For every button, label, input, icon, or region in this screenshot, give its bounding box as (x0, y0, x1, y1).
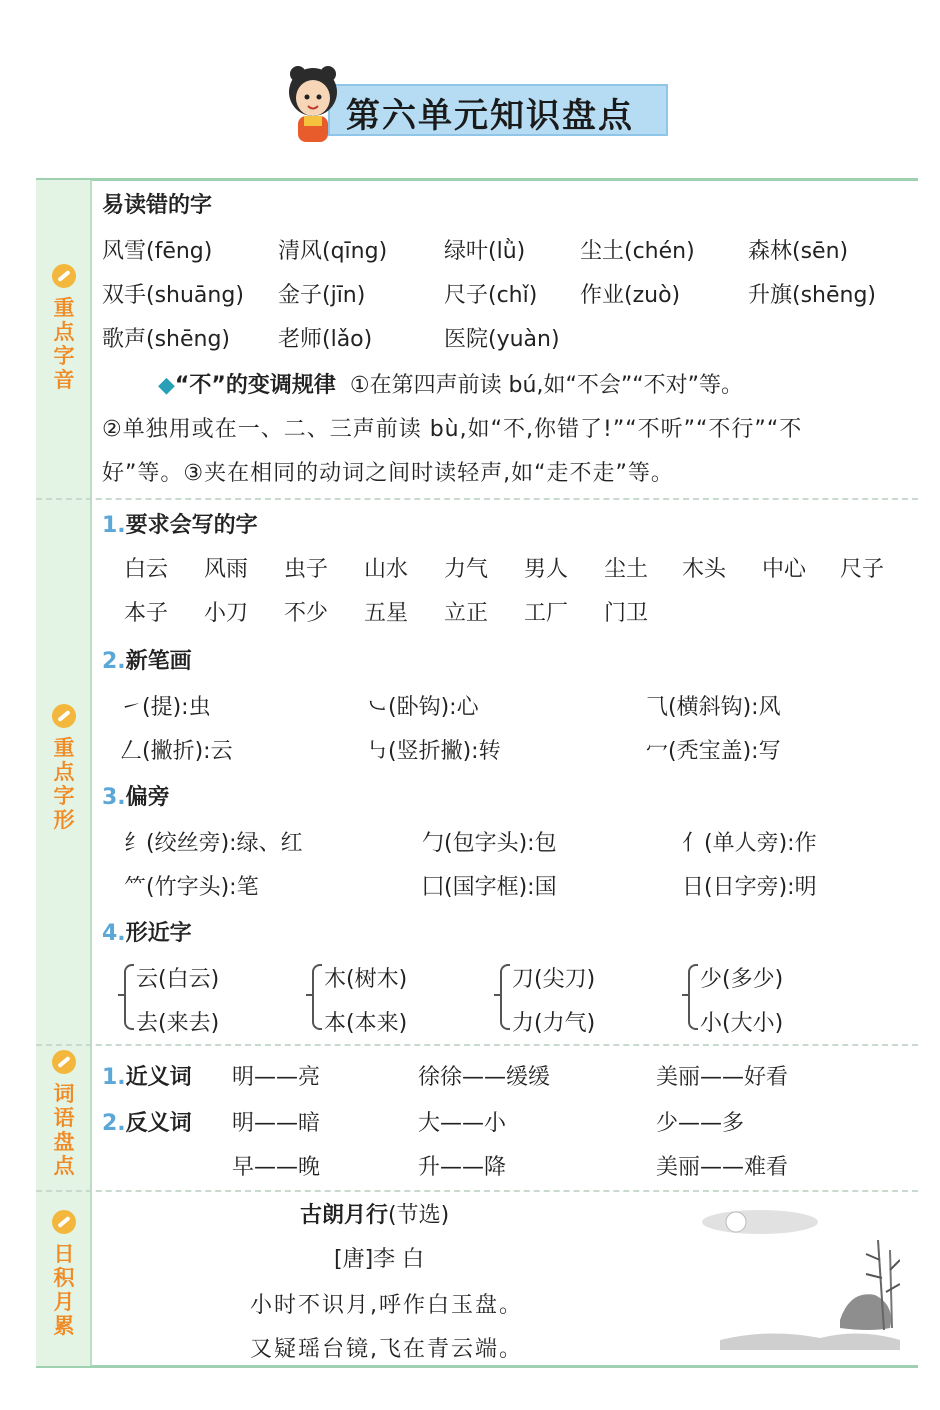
word-pair: 大——小 (418, 1111, 507, 1136)
word-pair: 升——降 (418, 1155, 507, 1180)
pron-heading: 易读错的字 (102, 193, 213, 218)
form-heading-2: 2.新笔画 (102, 649, 192, 674)
write-word: 木头 (682, 557, 727, 582)
similar-char: 木(树木) (324, 967, 408, 992)
poem-author: [唐]李 白 (334, 1247, 425, 1272)
pron-item: 歌声(shēng) (102, 327, 231, 352)
poem-title: 古朗月行(节选) (300, 1203, 450, 1228)
similar-char: 小(大小) (700, 1011, 784, 1036)
pencil-icon (52, 1210, 76, 1234)
section-label-words: 词 语 盘 点 (36, 1050, 92, 1178)
stroke-item: ⺄(横斜钩):风 (646, 695, 781, 720)
stroke-item: ㇃(卧钩):心 (366, 695, 479, 720)
write-word: 尘土 (604, 557, 649, 582)
similar-char: 刀(尖刀) (512, 967, 596, 992)
similar-char: 力(力气) (512, 1011, 596, 1036)
brace-icon (688, 964, 698, 1030)
write-word: 风雨 (204, 557, 249, 582)
rule-line-1 (158, 368, 743, 399)
stroke-item: 𠃋(撇折):云 (120, 739, 233, 764)
brace-icon (500, 964, 510, 1030)
write-word: 尺子 (840, 557, 885, 582)
pron-item: 老师(lǎo) (278, 327, 373, 352)
radical-item: 勹(包字头):包 (422, 831, 557, 856)
form-heading-4: 4.形近字 (102, 921, 192, 946)
title-banner (280, 62, 680, 146)
word-pair: 明——亮 (232, 1065, 321, 1090)
write-word: 中心 (762, 557, 807, 582)
section-label-character-form: 重 点 字 形 (36, 704, 92, 832)
pron-item: 绿叶(lǜ) (444, 239, 526, 264)
pron-item: 风雪(fēng) (102, 239, 213, 264)
write-word: 门卫 (604, 601, 649, 626)
radical-item: 囗(国字框):国 (422, 875, 557, 900)
write-word: 不少 (284, 601, 329, 626)
pencil-icon (52, 704, 76, 728)
rule-line-2: ②单独用或在一、二、三声前读 bù,如“不,你错了!”“不听”“不行”“不 (102, 417, 803, 442)
pron-item: 清风(qīng) (278, 239, 388, 264)
pron-item: 升旗(shēng) (748, 283, 877, 308)
pron-item: 双手(shuāng) (102, 283, 244, 308)
girl-mascot-icon (280, 62, 346, 146)
poem-line: 小时不识月,呼作白玉盘。 (250, 1293, 523, 1318)
brace-icon (124, 964, 134, 1030)
section-label-pronunciation: 重 点 字 音 (36, 264, 92, 392)
word-pair: 明——暗 (232, 1111, 321, 1136)
similar-char: 本(本来) (324, 1011, 408, 1036)
write-word: 力气 (444, 557, 489, 582)
write-word: 立正 (444, 601, 489, 626)
radical-item: 日(日字旁):明 (682, 875, 817, 900)
page-title: 第六单元知识盘点 (346, 96, 634, 136)
pron-item: 森林(sēn) (748, 239, 849, 264)
word-pair: 美丽——难看 (656, 1155, 789, 1180)
section-divider (36, 1044, 918, 1046)
diamond-icon: ◆ (158, 373, 175, 398)
rule-title: “不”的变调规律 (174, 373, 336, 398)
write-word: 小刀 (204, 601, 249, 626)
form-heading-3: 3.偏旁 (102, 785, 170, 810)
write-word: 白云 (124, 557, 169, 582)
section-label-daily: 日 积 月 累 (36, 1210, 92, 1338)
write-word: 虫子 (284, 557, 329, 582)
word-pair: 早——晚 (232, 1155, 321, 1180)
synonym-heading: 1.近义词 (102, 1065, 192, 1090)
stroke-item: ㇀(提):虫 (120, 695, 211, 720)
section-divider (36, 498, 918, 500)
pron-item: 尺子(chǐ) (444, 283, 538, 308)
pron-item: 金子(jīn) (278, 283, 366, 308)
write-word: 五星 (364, 601, 409, 626)
radical-item: 纟(绞丝旁):绿、红 (124, 831, 303, 856)
similar-char: 少(多少) (700, 967, 784, 992)
poem-line: 又疑瑶台镜,飞在青云端。 (250, 1337, 523, 1362)
brace-icon (312, 964, 322, 1030)
stroke-item: 冖(秃宝盖):写 (646, 739, 781, 764)
stroke-item: ㇉(竖折撇):转 (366, 739, 501, 764)
radical-item: ⺮(竹字头):笔 (124, 875, 259, 900)
pencil-icon (52, 264, 76, 288)
word-pair: 美丽——好看 (656, 1065, 789, 1090)
write-word: 男人 (524, 557, 569, 582)
write-word: 工厂 (524, 601, 569, 626)
similar-char: 去(来去) (136, 1011, 220, 1036)
pron-item: 医院(yuàn) (444, 327, 560, 352)
pencil-icon (52, 1050, 76, 1074)
rule-line-3: 好”等。③夹在相同的动词之间时读轻声,如“走不走”等。 (102, 461, 674, 486)
word-pair: 徐徐——缓缓 (418, 1065, 551, 1090)
rule-text-1: ①在第四声前读 bú,如“不会”“不对”等。 (349, 373, 744, 398)
write-word: 山水 (364, 557, 409, 582)
similar-char: 云(白云) (136, 967, 220, 992)
form-heading-1: 1.要求会写的字 (102, 513, 258, 538)
write-word: 本子 (124, 601, 169, 626)
antonym-heading: 2.反义词 (102, 1111, 192, 1136)
word-pair: 少——多 (656, 1111, 745, 1136)
radical-item: 亻(单人旁):作 (682, 831, 817, 856)
section-divider (36, 1190, 918, 1192)
pron-item: 作业(zuò) (580, 283, 681, 308)
moon-bamboo-illustration-icon (700, 1200, 900, 1360)
pron-item: 尘土(chén) (580, 239, 695, 264)
